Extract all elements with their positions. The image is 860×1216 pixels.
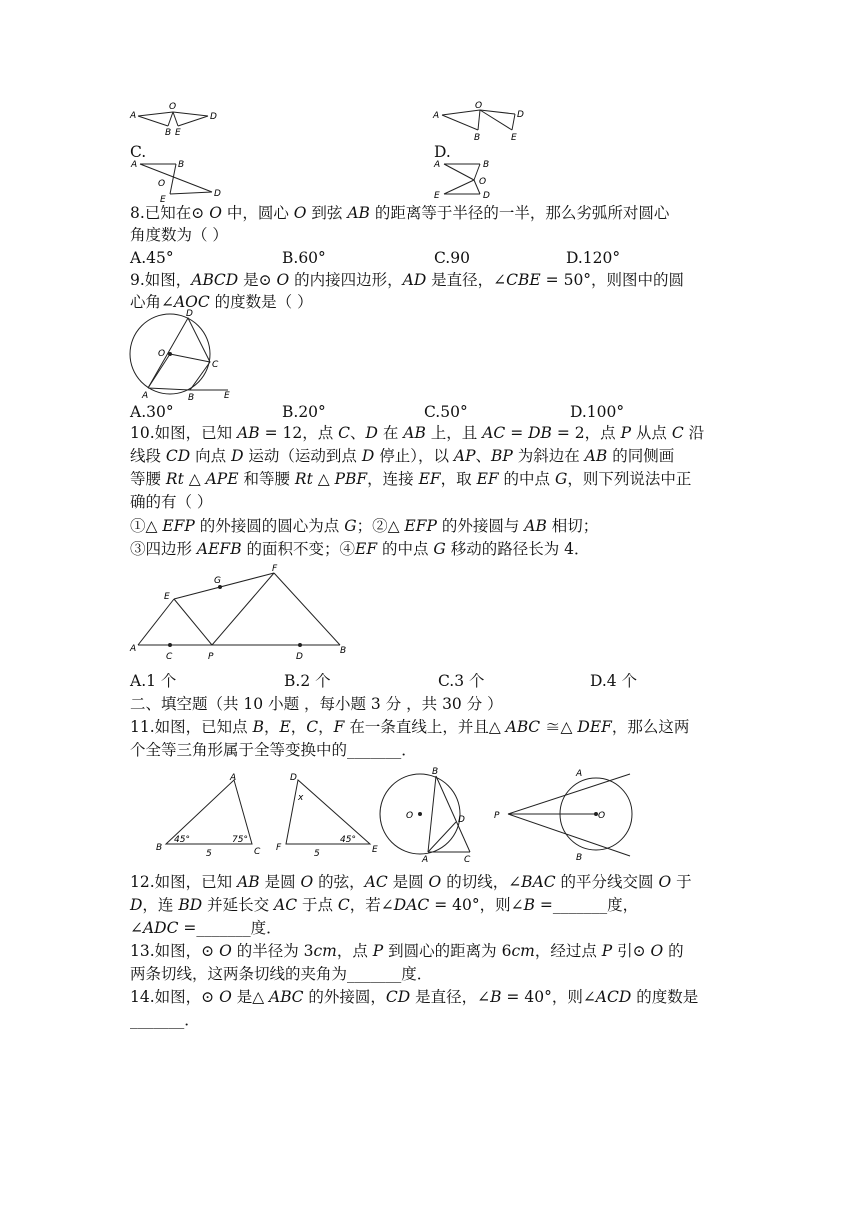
q9-option-a: A.30°	[130, 403, 174, 421]
q11-stem-line1: 11.如图，已知点 𝐵，𝐸，𝐶，𝐹 在一条直线上，并且△ 𝐴𝐵𝐶 ≅△ 𝐷𝐸𝐹，那么这两	[130, 718, 690, 736]
svg-text:P: P	[494, 811, 500, 821]
q8-option-c: C.90	[434, 249, 470, 267]
figure-q7-option-c-bottom	[128, 158, 228, 203]
svg-text:A: A	[130, 111, 137, 121]
svg-text:D: D	[517, 110, 524, 120]
svg-text:B: B	[576, 853, 583, 863]
q9-stem-line2: 心角∠𝐴𝑂𝐶 的度数是（ ）	[130, 293, 313, 311]
svg-text:C: C	[254, 847, 261, 857]
svg-text:D: D	[458, 815, 465, 825]
svg-text:D: D	[296, 652, 303, 662]
figure-q11-triangle-abc	[150, 770, 270, 860]
svg-text:B: B	[340, 646, 347, 656]
svg-text:O: O	[598, 811, 606, 821]
q8-option-b: B.60°	[282, 249, 326, 267]
svg-text:P: P	[208, 652, 214, 662]
svg-text:C: C	[212, 360, 219, 370]
svg-text:A: A	[434, 160, 441, 170]
svg-text:D: D	[290, 773, 297, 783]
figure-q10-isosceles-triangles	[128, 565, 358, 665]
svg-text:E: E	[160, 195, 166, 205]
svg-text:D: D	[214, 189, 221, 199]
section-title-fill-in: 二、填空题（共 10 小题 ，每小题 3 分 ，共 30 分 ）	[130, 695, 503, 713]
svg-text:B: B	[188, 393, 195, 403]
q9-stem-line1: 9.如图，𝐴𝐵𝐶𝐷 是⊙ 𝑂 的内接四边形，𝐴𝐷 是直径，∠𝐶𝐵𝐸 = 50°，则图中的圆	[130, 271, 685, 289]
figure-q11-tangent-circle	[376, 764, 496, 864]
q10-stem-line2: 线段 𝐶𝐷 向点 𝐷 运动（运动到点 𝐷 停止），以 𝐴𝑃、𝐵𝑃 为斜边在 𝐴𝐵 的同侧画	[130, 447, 675, 465]
svg-text:B: B	[165, 128, 172, 138]
svg-text:45°: 45°	[340, 835, 356, 845]
figure-q9-inscribed-quadrilateral	[128, 309, 248, 404]
svg-text:75°: 75°	[232, 835, 248, 845]
svg-text:E: E	[175, 128, 181, 138]
svg-text:x: x	[298, 793, 304, 803]
svg-text:O: O	[406, 811, 414, 821]
q9-option-d: D.100°	[570, 403, 625, 421]
svg-text:E: E	[511, 133, 517, 143]
q13-stem-line1: 13.如图，⊙ 𝑂 的半径为 3𝑐𝑚，点 𝑃 到圆心的距离为 6𝑐𝑚，经过点 𝑃 引⊙ 𝑂 的	[130, 942, 684, 960]
svg-text:C: C	[464, 855, 471, 865]
q12-stem-line2: 𝐷，连 𝐵𝐷 并延长交 𝐴𝐶 于点 𝐶，若∠𝐷𝐴𝐶 = 40°，则∠𝐵 =_______度，	[130, 896, 639, 914]
svg-text:A: A	[131, 160, 138, 170]
svg-text:D: D	[210, 112, 217, 122]
figure-q11-two-tangents	[490, 764, 640, 864]
q10-option-b: B.2 个	[284, 672, 331, 690]
q12-stem-line3: ∠𝐴𝐷𝐶 =_______度．	[130, 919, 282, 937]
figure-q7-option-d-top	[430, 100, 530, 143]
svg-text:G: G	[214, 576, 221, 586]
svg-text:D: D	[186, 309, 193, 319]
q7-option-c-label: C.	[130, 143, 147, 161]
svg-text:B: B	[156, 843, 163, 853]
svg-text:B: B	[432, 767, 439, 777]
q8-option-a: A.45°	[130, 249, 174, 267]
svg-text:C: C	[166, 652, 173, 662]
q8-stem-line1: 8.已知在⊙ 𝑂 中，圆心 𝑂 到弦 𝐴𝐵 的距离等于半径的一半，那么劣弧所对圆心	[130, 204, 670, 222]
q9-option-c: C.50°	[424, 403, 468, 421]
q8-option-d: D.120°	[566, 249, 621, 267]
svg-text:B: B	[178, 160, 185, 170]
svg-text:O: O	[479, 177, 487, 187]
q10-stem-line1: 10.如图，已知 𝐴𝐵 = 12，点 𝐶、𝐷 在 𝐴𝐵 上，且 𝐴𝐶 = 𝐷𝐵 = 2，点 𝑃 从点 𝐶 沿	[130, 424, 705, 442]
q14-stem-line1: 14.如图，⊙ 𝑂 是△ 𝐴𝐵𝐶 的外接圆，𝐶𝐷 是直径，∠𝐵 = 40°，则∠𝐴𝐶𝐷 的度数是	[130, 988, 699, 1006]
svg-text:A: A	[130, 644, 137, 654]
svg-text:A: A	[433, 111, 440, 121]
svg-text:O: O	[158, 349, 166, 359]
q9-option-b: B.20°	[282, 403, 326, 421]
q7-option-d-label: D.	[434, 143, 451, 161]
svg-text:5: 5	[206, 849, 212, 859]
svg-text:A: A	[576, 769, 583, 779]
q14-stem-line2: _______．	[130, 1011, 200, 1029]
q11-stem-line2: 个全等三角形属于全等变换中的_______．	[130, 741, 417, 759]
svg-text:O: O	[169, 102, 177, 112]
svg-text:D: D	[483, 191, 490, 201]
svg-text:E: E	[224, 391, 230, 401]
svg-text:45°: 45°	[174, 835, 190, 845]
q10-option-a: A.1 个	[130, 672, 177, 690]
q10-stem-line4: 确的有（ ）	[130, 493, 213, 511]
q10-option-d: D.4 个	[590, 672, 638, 690]
q10-option-c: C.3 个	[438, 672, 485, 690]
svg-text:E: E	[434, 191, 440, 201]
q12-stem-line1: 12.如图，已知 𝐴𝐵 是圆 𝑂 的弦，𝐴𝐶 是圆 𝑂 的切线，∠𝐵𝐴𝐶 的平分线交圆 𝑂 于	[130, 873, 692, 891]
q10-statement-line2: ③四边形 𝐴𝐸𝐹𝐵 的面积不变；④𝐸𝐹 的中点 𝐺 移动的路径长为 4．	[130, 540, 590, 558]
svg-text:A: A	[422, 855, 429, 865]
q10-stem-line3: 等腰 𝑅𝑡 △ 𝐴𝑃𝐸 和等腰 𝑅𝑡 △ 𝑃𝐵𝐹，连接 𝐸𝐹，取 𝐸𝐹 的中点 𝐺，则下列说法中正	[130, 470, 692, 488]
svg-text:O: O	[158, 179, 166, 189]
svg-text:F: F	[272, 564, 278, 574]
svg-text:O: O	[475, 101, 483, 111]
svg-text:A: A	[230, 773, 237, 783]
figure-q7-option-d-bottom	[430, 158, 530, 203]
svg-text:A: A	[142, 391, 149, 401]
svg-text:F: F	[276, 843, 282, 853]
q13-stem-line2: 两条切线，这两条切线的夹角为_______度．	[130, 965, 433, 983]
svg-text:E: E	[372, 845, 378, 855]
svg-text:E: E	[164, 592, 170, 602]
q10-statement-line1: ①△ 𝐸𝐹𝑃 的外接圆的圆心为点 𝐺；②△ 𝐸𝐹𝑃 的外接圆与 𝐴𝐵 相切；	[130, 517, 599, 535]
svg-text:B: B	[474, 133, 481, 143]
svg-text:5: 5	[314, 849, 320, 859]
svg-text:B: B	[483, 160, 490, 170]
q8-stem-line2: 角度数为（ ）	[130, 226, 228, 244]
figure-q7-option-c-top	[128, 100, 228, 140]
